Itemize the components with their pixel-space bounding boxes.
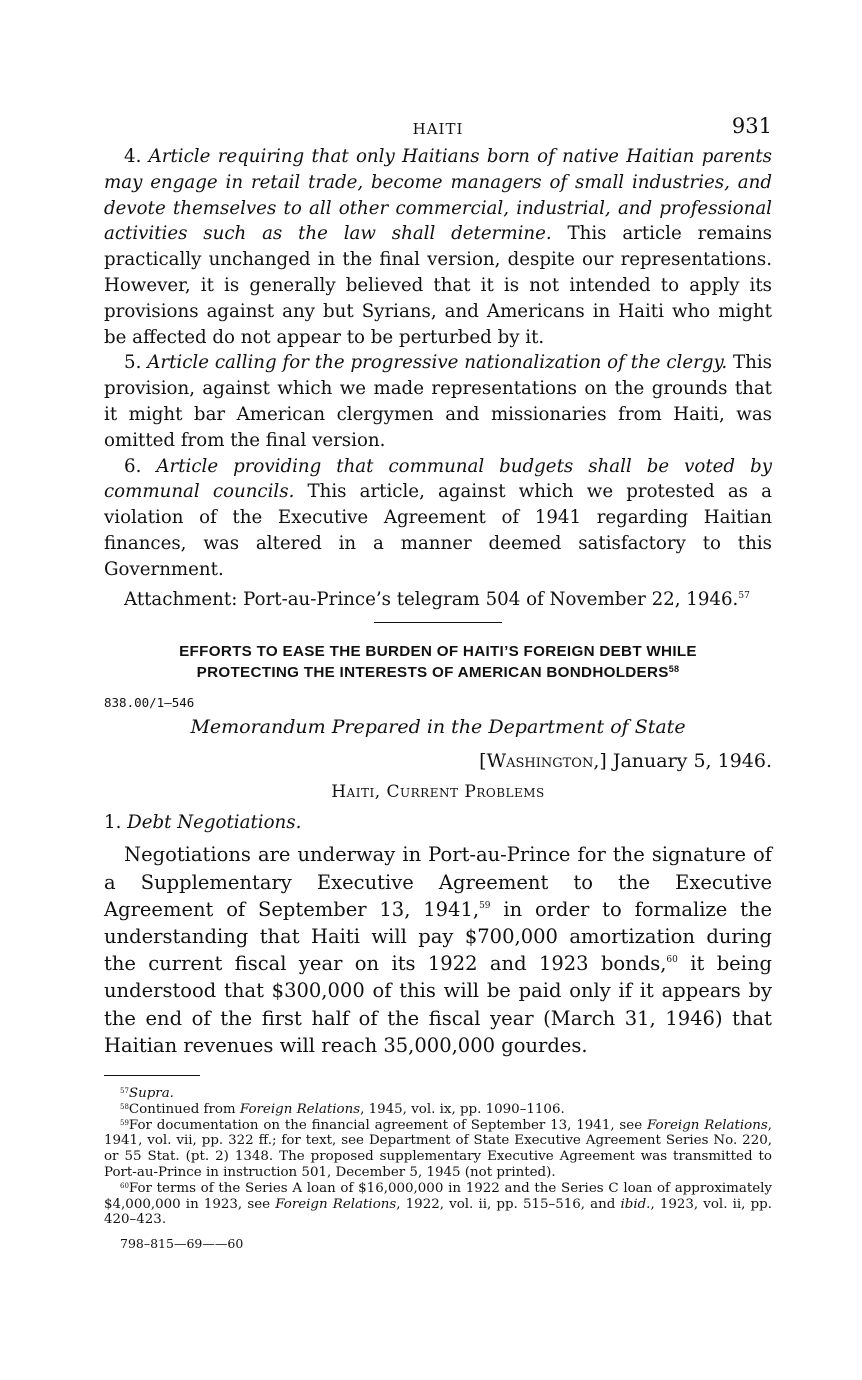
memo-paragraph: Negotiations are underway in Port-au-Prince for the signature of a Supplementary Executive Agreement to the Executive Agreement of September 13, 1941,59 in order to formalize the understanding that Haiti will pay $700,000 amortization during the current fiscal year on its 1922 and 1923 bonds,$^{60}$ it being understood that $300,000 of this will be paid only if it appears by the end of the first half of the fiscal year (March 31, 1946) that Haitian revenues will reach 35,000,000 gourdes. bbox=[104, 843, 773, 1057]
running-title: HAITI bbox=[412, 120, 464, 138]
item-title: Debt Negotiations. bbox=[127, 812, 302, 834]
file-number: 838.00/1–546 bbox=[104, 695, 195, 711]
attachment-text: Attachment: Port-au-Prince’s telegram 504 of November 22, 1946. bbox=[124, 588, 739, 610]
footnote-divider bbox=[104, 1075, 200, 1076]
section-divider bbox=[374, 622, 502, 623]
dateline-date: January 5, 1946. bbox=[606, 750, 772, 773]
footnote-ref: 58 bbox=[668, 664, 680, 675]
document-page bbox=[104, 112, 772, 1251]
footnote-ref: 59 bbox=[479, 900, 491, 911]
footnote-60: $^{60}$For terms of the Series A loan of $16,000,000 in 1922 and the Series C loan of approximately $4,000,000 in 1923, see Foreign Relations, 1922, vol. ii, pp. 515–516, and ibid., 1923, vol. ii, pp. 420–423. bbox=[104, 1180, 772, 1228]
footnote-58: $^{58}$Continued from Foreign Relations, 1945, vol. ix, pp. 1090–1106. bbox=[120, 1101, 565, 1117]
item-heading bbox=[104, 812, 772, 833]
paragraph-text: This provision, against which we made representations on the grounds that it might bar American clergymen and missionaries from Haiti, was omitted from the final version. bbox=[104, 352, 772, 451]
memo-title: Memorandum Prepared in the Department of State bbox=[190, 716, 686, 739]
subject-heading: Haiti, Current Problems bbox=[331, 782, 545, 803]
dateline-place: [Washington,] bbox=[479, 750, 607, 773]
item-number: 5. bbox=[124, 352, 148, 374]
footnotes bbox=[104, 1086, 772, 1228]
running-header bbox=[104, 112, 772, 144]
section-heading-line-1: EFFORTS TO EASE THE BURDEN OF HAITI’S FOREIGN DEBT WHILE bbox=[179, 643, 697, 661]
item-number: 6. bbox=[124, 455, 157, 477]
article-heading: Article providing that communal budgets shall be voted by communal councils. bbox=[104, 455, 772, 503]
article-heading: Article requiring that only Haitians born of native Haitian parents may engage in retail trade, become managers of small industries, and devote themselves to all other commercial, industrial, and professional activities such as the law shall determine. bbox=[104, 146, 773, 245]
attachment-line bbox=[104, 587, 772, 613]
paragraph-item-5 bbox=[104, 350, 772, 453]
paragraph-item-6 bbox=[104, 454, 772, 583]
paragraph-text: This article, against which we protested as a violation of the Executive Agreement of 1941 regarding Haitian finances, was altered in a manner deemed satisfactory to this Government. bbox=[104, 481, 772, 580]
paragraph-text: This article remains practically unchanged in the final version, despite our representations. However, it is generally believed that it is not intended to apply its provisions against any but Syrians, and Americans in Haiti who might be affected do not appear to be perturbed by it. bbox=[104, 223, 773, 348]
memo-body bbox=[104, 841, 772, 1059]
footnote-57: $^{57}$Supra. bbox=[120, 1085, 174, 1101]
section-heading bbox=[104, 641, 772, 683]
item-number: 4. bbox=[124, 146, 149, 167]
footnote-59: $^{59}$For documentation on the financial agreement of September 13, 1941, see Foreign Relations, 1941, vol. vii, pp. 322 ff.; for text, see Department of State Executive Agreement Series No. 220, or 55 Stat. (pt. 2) 1348. The proposed supplementary Executive Agreement was transmitted to Port-au-Prince in instruction 501, December 5, 1945 (not printed). bbox=[104, 1117, 772, 1180]
article-heading: Article calling for the progressive nationalization of the clergy. bbox=[147, 352, 728, 374]
footnote-ref: 60 bbox=[666, 955, 678, 966]
item-number: 1. bbox=[104, 812, 128, 834]
dateline bbox=[104, 750, 772, 772]
page-number: 931 bbox=[731, 114, 772, 138]
print-code: 798–815—69——60 bbox=[120, 1236, 244, 1252]
paragraph-item-4 bbox=[104, 144, 772, 350]
footnote-ref: 57 bbox=[738, 590, 750, 601]
section-heading-line-2: PROTECTING THE INTERESTS OF AMERICAN BONDHOLDERS$^{58}$ bbox=[196, 664, 680, 682]
